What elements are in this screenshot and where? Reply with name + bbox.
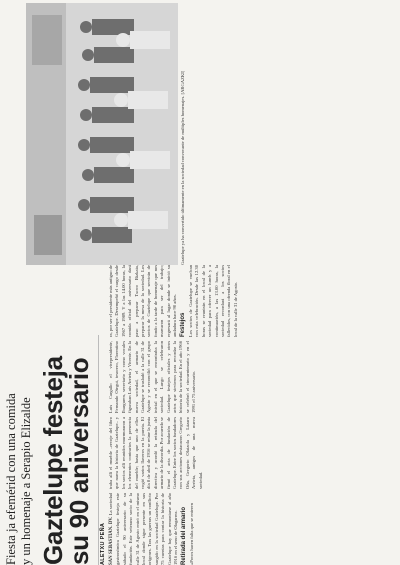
photo-illustration (26, 3, 178, 265)
column-4-tail: Los socios de Gaztelupe se vuelcan con esta celebración. Desde las 12.30 horas se reunirán en el local de la sociedad para ofrecer un lunch y a continuación, a las 13.00 horas, la sociedad recordará a los socios fallecidos, con una ofrenda floral en el local de la calle 31 de Agosto. (187, 265, 238, 337)
photo-caption: Gaztelupe ya ha convertido últimamente en la sociedad convocante de múltiples homenajes. [ARGAZKI] (180, 70, 185, 265)
column-4 (108, 265, 398, 337)
dateline: SAN SEBASTIÁN. DV. (109, 516, 114, 565)
kicker-line-1: Fiesta ja efemérid con una comida (4, 393, 18, 565)
column-3 (108, 341, 398, 413)
column-1-text: La sociedad gastronómica Gaztelupe festeja este sábado el 90 aniversario de su fundación. Este veterano socio de la calle 31 de Agosto entró en el mismo local donde sigue presente en sus orígenes. Tras las guerras un conflicto surgido en la sociedad Gaztelupe. Por 75 cuentas para contar la historia de Gaztelupe hay que remontarse al año 1916 en el seno de Olagarrea. (108, 493, 179, 565)
column-1-tail: «Pocos hacen falta que se enteren (188, 503, 194, 565)
divider (98, 335, 99, 565)
column-4-text: ra, por ser el presidente más antiguo de Gaztelupe. Desempeñó el cargo desde 1967 a 1989. Y a las 14.00 horas, la comida oficial del aniversario dará paso a preparar Txoco Bizkaia, preparar la mesa de la sociedad. Los socios de Gaztelupe que servirán de fondo a la tarde de homenaje que nos marcaron para ser del trabajo; regresará al lugar donde se inició su andadura hace 90 años. (108, 265, 178, 337)
column-2 (108, 417, 398, 489)
subhead-retirada: Retirada del armario (181, 506, 188, 565)
group-photo (26, 3, 178, 265)
headline-line-1: Gaztelupe festeja (38, 356, 68, 565)
column-3-text: Luis Cargallo el vicepresidente, Fernando Otegui, tesorero, Florentino Ibarguren, secretario y como vocales figuraban Luis Arrieta y Vicente. En la nueva sociedad, el armario de Gaztelupe se trasladó a la calle 31 de Agosto y se reconcilió con el grupo inicial en el que se encontraba la sociedad. Luego se celebraron Gaztelupe festejos oficiales y otros actos que sirvieron para recordar la historia de la sociedad. En el año 1966 se celebró el cincuentenario y en el 1991 el 75 aniversario. (108, 341, 197, 413)
column-1 (108, 493, 398, 565)
headline-line-2: su 90 aniversario (64, 357, 94, 565)
column-2-text: traba allí el mueble –recoje del libro que narra la historia de Gaztelupe– y los socios allí reunidos murmuraron a los elementos contrarios la presencia del mueble; hasta que uno de ellos cogió varios llaveros en la puerta. El día 8 de abril de 1916 se reúne la junta directiva y acordó la retirada del armario de la discordia. Por acuerdo se firmó el acta de fundación de Gaztelupe. Entre los socios fundadores con sus acciones destacaron Gregorio Oña, Gregorio Olaizola y Lázaro Arrieta, amigos de una nueva sociedad. (108, 417, 203, 489)
kicker-line-2: y un homenaje a Serapio Elizalde (19, 397, 33, 565)
subhead-festejos: Festejos (180, 312, 187, 337)
byline: ALETXU PEÑA (100, 522, 106, 565)
